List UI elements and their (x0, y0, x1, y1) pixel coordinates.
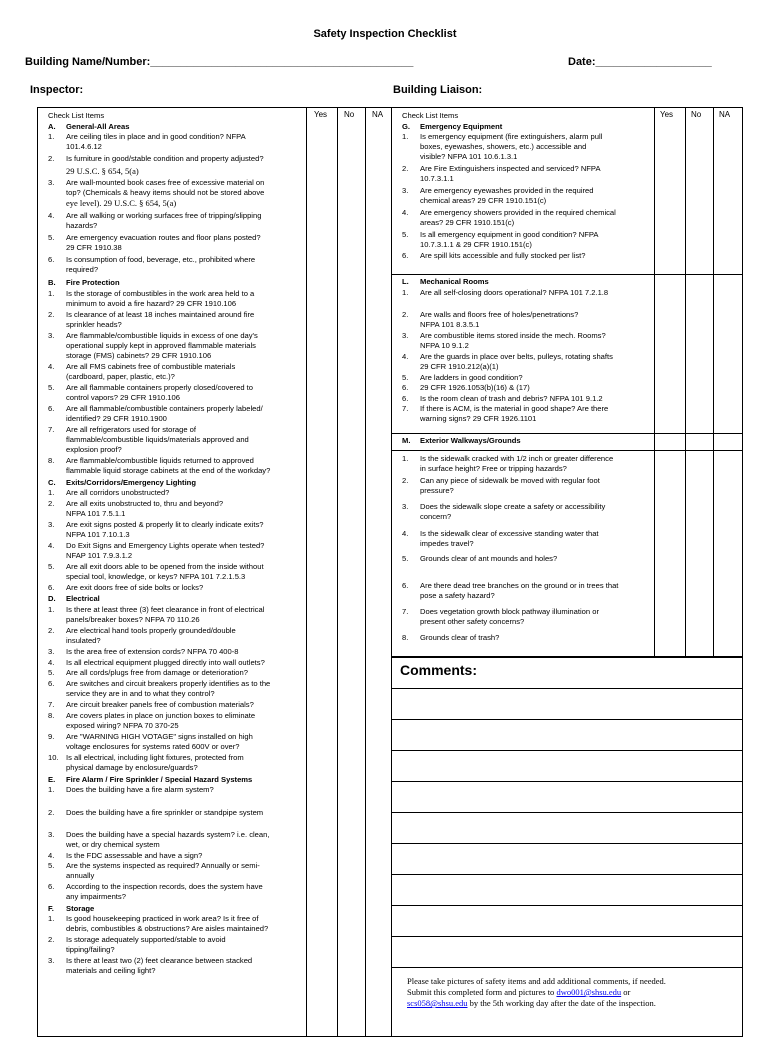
item-number: 1. (402, 454, 409, 463)
item-number: 9. (48, 732, 55, 741)
item-text: Are covers plates in place on junction boxes to eliminate (66, 711, 256, 720)
item-number: 6. (402, 251, 409, 260)
yes-column-header: Yes (314, 110, 328, 119)
item-text: Does the building have a special hazards system? i.e. clean, (66, 830, 270, 839)
item-text: Is the storage of combustibles in the work area held to a (66, 289, 255, 298)
item-text: service they are in and to what they control? (66, 689, 215, 698)
item-text: tipping/failing? (66, 945, 115, 954)
item-text: Are the guards in place over belts, pulleys, rotating shafts (420, 352, 613, 361)
right-checklist-table (391, 107, 743, 657)
item-text: Is good housekeeping practiced in work area? Is it free of (66, 914, 259, 923)
item-text: NFPA 10 9.1.2 (420, 341, 469, 350)
footer-line-2-pre: Submit this completed form and pictures to (407, 987, 557, 997)
item-number: 10. (48, 753, 59, 762)
item-text: Is all electrical equipment plugged directly into wall outlets? (66, 658, 265, 667)
item-number: 4. (48, 541, 55, 550)
item-number: 5. (402, 373, 409, 382)
item-text: Grounds clear of trash? (420, 633, 500, 642)
item-text: Are walls and floors free of holes/penetrations? (420, 310, 579, 319)
item-text: 10.7.3.1.1 (420, 174, 454, 183)
item-text: Are Fire Extinguishers inspected and serviced? NFPA (420, 164, 601, 173)
item-number: 2. (48, 499, 55, 508)
item-text: Is storage adequately supported/stable to avoid (66, 935, 226, 944)
na-column-header: NA (719, 110, 731, 119)
item-text: Is there at least two (2) feet clearance between stacked (66, 956, 253, 965)
item-text: control vapors? 29 CFR 1910.106 (66, 393, 180, 402)
item-text: materials and ceiling light? (66, 966, 156, 975)
item-text: Does the sidewalk slope create a safety or accessibility (420, 502, 606, 511)
item-text: NFPA 101 7.5.1.1 (66, 509, 126, 518)
item-number: 2. (48, 808, 55, 817)
item-number: G. (402, 122, 411, 131)
item-text: boxes, eyewashes, showers, etc.) accessible and (420, 142, 587, 151)
item-text: 29 CFR 1926.1053(b)(16) & (17) (420, 383, 530, 392)
item-number: 7. (48, 700, 55, 709)
item-text: Are "WARNING HIGH VOTAGE" signs installed on high (66, 732, 253, 741)
item-text: minimum to avoid a fire hazard? 29 CFR 1910.106 (66, 299, 237, 308)
item-number: 5. (48, 233, 55, 242)
item-text: impedes travel? (420, 539, 474, 548)
comments-title: Comments: (400, 662, 478, 678)
item-number: 1. (402, 288, 409, 297)
item-text: 29 CFR 1910.38 (66, 243, 122, 252)
item-number: 4. (402, 208, 409, 217)
item-text: Are emergency showers provided in the required chemical (420, 208, 616, 217)
item-text: any impairments? (66, 892, 126, 901)
item-text: wet, or dry chemical system (66, 840, 160, 849)
item-number: 6. (48, 882, 55, 891)
item-number: 1. (48, 132, 55, 141)
page-title: Safety Inspection Checklist (313, 28, 457, 40)
item-text: Is all electrical, including light fixtures, protected from (66, 753, 244, 762)
item-number: 3. (48, 520, 55, 529)
item-text: insulated? (66, 636, 101, 645)
item-text: Are ceiling tiles in place and in good condition? NFPA (66, 132, 246, 141)
item-number: 1. (402, 132, 409, 141)
inspector-field[interactable]: Inspector: (30, 84, 84, 96)
item-number: 4. (48, 211, 55, 220)
item-number: E. (48, 775, 56, 784)
item-text: Exits/Corridors/Emergency Lighting (66, 478, 196, 487)
left-checklist-table (37, 107, 392, 1037)
item-number: 6. (48, 404, 55, 413)
item-text: Is clearance of at least 18 inches maintained around fire (66, 310, 255, 319)
item-text: (cardboard, paper, plastic, etc.)? (66, 372, 175, 381)
item-text: Check List Items (48, 111, 105, 120)
item-number: 2. (402, 476, 409, 485)
item-number: 3. (402, 502, 409, 511)
item-text: Are there dead tree branches on the ground or in trees that (420, 581, 619, 590)
item-text: areas? 29 CFR 1910.151(c) (420, 218, 515, 227)
item-number: 6. (48, 679, 55, 688)
item-number: 4. (402, 352, 409, 361)
item-text: sprinkler heads? (66, 320, 122, 329)
item-number: 5. (48, 383, 55, 392)
date-field[interactable]: Date:___________________ (568, 56, 712, 68)
item-text: top? (Chemicals & heavy items should not be stored above (66, 188, 265, 197)
item-text: Are exit doors free of side bolts or locks? (66, 583, 204, 592)
item-text: Are all corridors unobstructed? (66, 488, 170, 497)
item-text: Are flammable/combustible liquids in excess of one day's (66, 331, 258, 340)
item-text: Are all walking or working surfaces free of tripping/slipping (66, 211, 262, 220)
item-number: 5. (48, 861, 55, 870)
item-number: 7. (48, 425, 55, 434)
item-text: Are emergency evacuation routes and floor plans posted? (66, 233, 261, 242)
item-number: 1. (48, 785, 55, 794)
building-liaison-field[interactable]: Building Liaison: (393, 84, 483, 96)
item-text: present other safety concerns? (420, 617, 525, 626)
item-text: Are wall-mounted book cases free of excessive material on (66, 178, 265, 187)
item-number: 5. (402, 230, 409, 239)
item-text: Are spill kits accessible and fully stocked per list? (420, 251, 586, 260)
item-number: 1. (48, 289, 55, 298)
item-number: 3. (48, 331, 55, 340)
item-text: flammable/combustible liquids/materials approved and (66, 435, 249, 444)
item-text: Are all cords/plugs free from damage or deterioration? (66, 668, 248, 677)
item-text: Are emergency eyewashes provided in the required (420, 186, 594, 195)
item-text: According to the inspection records, does the system have (66, 882, 263, 891)
item-text: chemical areas? 29 CFR 1910.151(c) (420, 196, 547, 205)
no-column-header: No (344, 110, 355, 119)
item-number: 2. (402, 310, 409, 319)
item-text: Is the sidewalk cracked with 1/2 inch or greater difference (420, 454, 614, 463)
item-number: 3. (48, 647, 55, 656)
item-text: Are all FMS cabinets free of combustible materials (66, 362, 236, 371)
item-number: 2. (402, 164, 409, 173)
item-text: voltage enclosures for systems rated 600V or over? (66, 742, 240, 751)
item-text: Are all exit doors able to be opened from the inside without (66, 562, 264, 571)
item-number: 5. (402, 554, 409, 563)
item-text: Electrical (66, 594, 100, 603)
item-number: 7. (402, 607, 409, 616)
item-text: Emergency Equipment (420, 122, 503, 131)
item-text: Are all flammable/combustible containers properly labeled/ (66, 404, 263, 413)
item-number: C. (48, 478, 56, 487)
footer-instructions (407, 976, 747, 1009)
item-number: 1. (48, 488, 55, 497)
item-text: Are all exits unobstructed to, thru and beyond? (66, 499, 224, 508)
item-number: D. (48, 594, 56, 603)
item-number: 4. (48, 362, 55, 371)
item-number: 3. (48, 178, 55, 187)
item-text: Exterior Walkways/Grounds (420, 436, 521, 445)
item-number: 3. (402, 331, 409, 340)
item-text: visible? NFPA 101 10.6.1.3.1 (420, 152, 518, 161)
item-text: Storage (66, 904, 95, 913)
item-text: flammable liquid storage cabinets at the end of the workday? (66, 466, 271, 475)
item-text: annually (66, 871, 95, 880)
item-text: NFPA 101 7.10.1.3 (66, 530, 130, 539)
item-text: Does the building have a fire alarm system? (66, 785, 214, 794)
item-text: special tool, knowledge, or keys? NFPA 101 7.2.1.5.3 (66, 572, 246, 581)
item-number: 2. (48, 310, 55, 319)
item-text: Are ladders in good condition? (420, 373, 523, 382)
item-text: NFPA 101 8.3.5.1 (420, 320, 480, 329)
na-column-header: NA (372, 110, 384, 119)
item-text: physical damage by enclosure/guards? (66, 763, 198, 772)
item-number: 5. (48, 562, 55, 571)
item-number: 6. (402, 394, 409, 403)
item-number: 3. (48, 830, 55, 839)
item-number: M. (402, 436, 411, 445)
item-text: identified? 29 CFR 1910.1900 (66, 414, 167, 423)
item-text: 10.7.3.1.1 & 29 CFR 1910.151(c) (420, 240, 532, 249)
no-column-header: No (691, 110, 702, 119)
building-name-field[interactable]: Building Name/Number:___________________________________________ (25, 56, 414, 68)
item-text: in surface height? Free or tripping hazards? (420, 464, 567, 473)
item-text: 29 CFR 1910.212(a)(1) (420, 362, 499, 371)
item-text: Are circuit breaker panels free of combustion materials? (66, 700, 254, 709)
item-text: 101.4.6.12 (66, 142, 102, 151)
item-text: Are flammable/combustible liquids returned to approved (66, 456, 254, 465)
item-text: storage (FMS) cabinets? 29 CFR 1910.106 (66, 351, 212, 360)
item-text: panels/breaker boxes? NFPA 70 110.26 (66, 615, 200, 624)
item-text: Mechanical Rooms (420, 277, 489, 286)
footer-line-1: Please take pictures of safety items and add additional comments, if needed. (407, 976, 666, 986)
item-number: 6. (402, 581, 409, 590)
item-text: Does vegetation growth block pathway illumination or (420, 607, 599, 616)
item-text: Does the building have a fire sprinkler or standpipe system (66, 808, 264, 817)
item-number: 4. (48, 658, 55, 667)
item-text: Is consumption of food, beverage, etc., prohibited where (66, 255, 256, 264)
footer-line-2-post: or (621, 987, 631, 997)
item-number: 2. (48, 935, 55, 944)
item-text: concern? (420, 512, 452, 521)
item-number: 6. (48, 255, 55, 264)
item-number: 4. (402, 529, 409, 538)
item-number: F. (48, 904, 54, 913)
item-text: Grounds clear of ant mounds and holes? (420, 554, 558, 563)
item-text: If there is ACM, is the material in good shape? Are there (420, 404, 609, 413)
item-number: 2. (48, 626, 55, 635)
item-text: Is all emergency equipment in good condition? NFPA (420, 230, 599, 239)
item-text: Is the area free of extension cords? NFPA 70 400-8 (66, 647, 239, 656)
item-number: A. (48, 122, 56, 131)
item-text: Are exit signs posted & properly lit to clearly indicate exits? (66, 520, 264, 529)
item-text: warning signs? 29 CFR 1926.1101 (420, 414, 537, 423)
item-text: Are all self-closing doors operational? NFPA 101 7.2.1.8 (420, 288, 609, 297)
item-text: Are combustible items stored inside the mech. Rooms? (420, 331, 606, 340)
item-text: pose a safety hazard? (420, 591, 495, 600)
item-text: Are the systems inspected as required? Annually or semi- (66, 861, 260, 870)
item-text: exposed wiring? NFPA 70 370-25 (66, 721, 179, 730)
email-link-1[interactable]: dwo001@shsu.edu (556, 987, 622, 997)
item-number: B. (48, 278, 56, 287)
item-text: Are electrical hand tools properly grounded/double (66, 626, 236, 635)
item-text: General-All Areas (66, 122, 130, 131)
item-text: Are all flammable containers properly closed/covered to (66, 383, 253, 392)
item-text: Are all refrigerators used for storage of (66, 425, 196, 434)
email-link-2[interactable]: scs058@shsu.edu (407, 998, 468, 1008)
item-text: debris, combustibles & obstructions? Are aisles maintained? (66, 924, 269, 933)
item-text: required? (66, 265, 99, 274)
item-number: 3. (402, 186, 409, 195)
item-number: 1. (48, 914, 55, 923)
item-text: Check List Items (402, 111, 459, 120)
item-text: Is furniture in good/stable condition and property adjusted? (66, 154, 264, 163)
item-number: 2. (48, 154, 55, 163)
item-text: 29 U.S.C. § 654, 5(a) (66, 166, 139, 176)
item-text: Is emergency equipment (fire extinguishers, alarm pull (420, 132, 603, 141)
footer-line-3-post: by the 5th working day after the date of the inspection. (467, 998, 656, 1008)
item-text: Can any piece of sidewalk be moved with regular foot (420, 476, 600, 485)
item-number: 3. (48, 956, 55, 965)
item-text: Is there at least three (3) feet clearance in front of electrical (66, 605, 265, 614)
item-number: 8. (402, 633, 409, 642)
item-text: Is the sidewalk clear of excessive standing water that (420, 529, 599, 538)
item-number: 6. (48, 583, 55, 592)
item-text: NFAP 101 7.9.3.1.2 (66, 551, 133, 560)
item-text: Do Exit Signs and Emergency Lights operate when tested? (66, 541, 265, 550)
item-number: 7. (402, 404, 409, 413)
item-number: 8. (48, 711, 55, 720)
yes-column-header: Yes (660, 110, 674, 119)
item-text: Are switches and circuit breakers properly identifies as to the (66, 679, 271, 688)
item-text: Fire Alarm / Fire Sprinkler / Special Hazard Systems (66, 775, 253, 784)
item-number: 1. (48, 605, 55, 614)
item-number: 6. (402, 383, 409, 392)
item-text: pressure? (420, 486, 454, 495)
item-number: 5. (48, 668, 55, 677)
item-text: Is the FDC assessable and have a sign? (66, 851, 203, 860)
item-text: eye level). 29 U.S.C. § 654, 5(a) (66, 198, 177, 208)
item-text: explosion proof? (66, 445, 122, 454)
item-text: Is the room clean of trash and debris? NFPA 101 9.1.2 (420, 394, 603, 403)
item-text: operational supply kept in approved flammable materials (66, 341, 256, 350)
item-number: 8. (48, 456, 55, 465)
item-number: L. (402, 277, 409, 286)
item-text: hazards? (66, 221, 98, 230)
item-text: Fire Protection (66, 278, 120, 287)
item-number: 4. (48, 851, 55, 860)
